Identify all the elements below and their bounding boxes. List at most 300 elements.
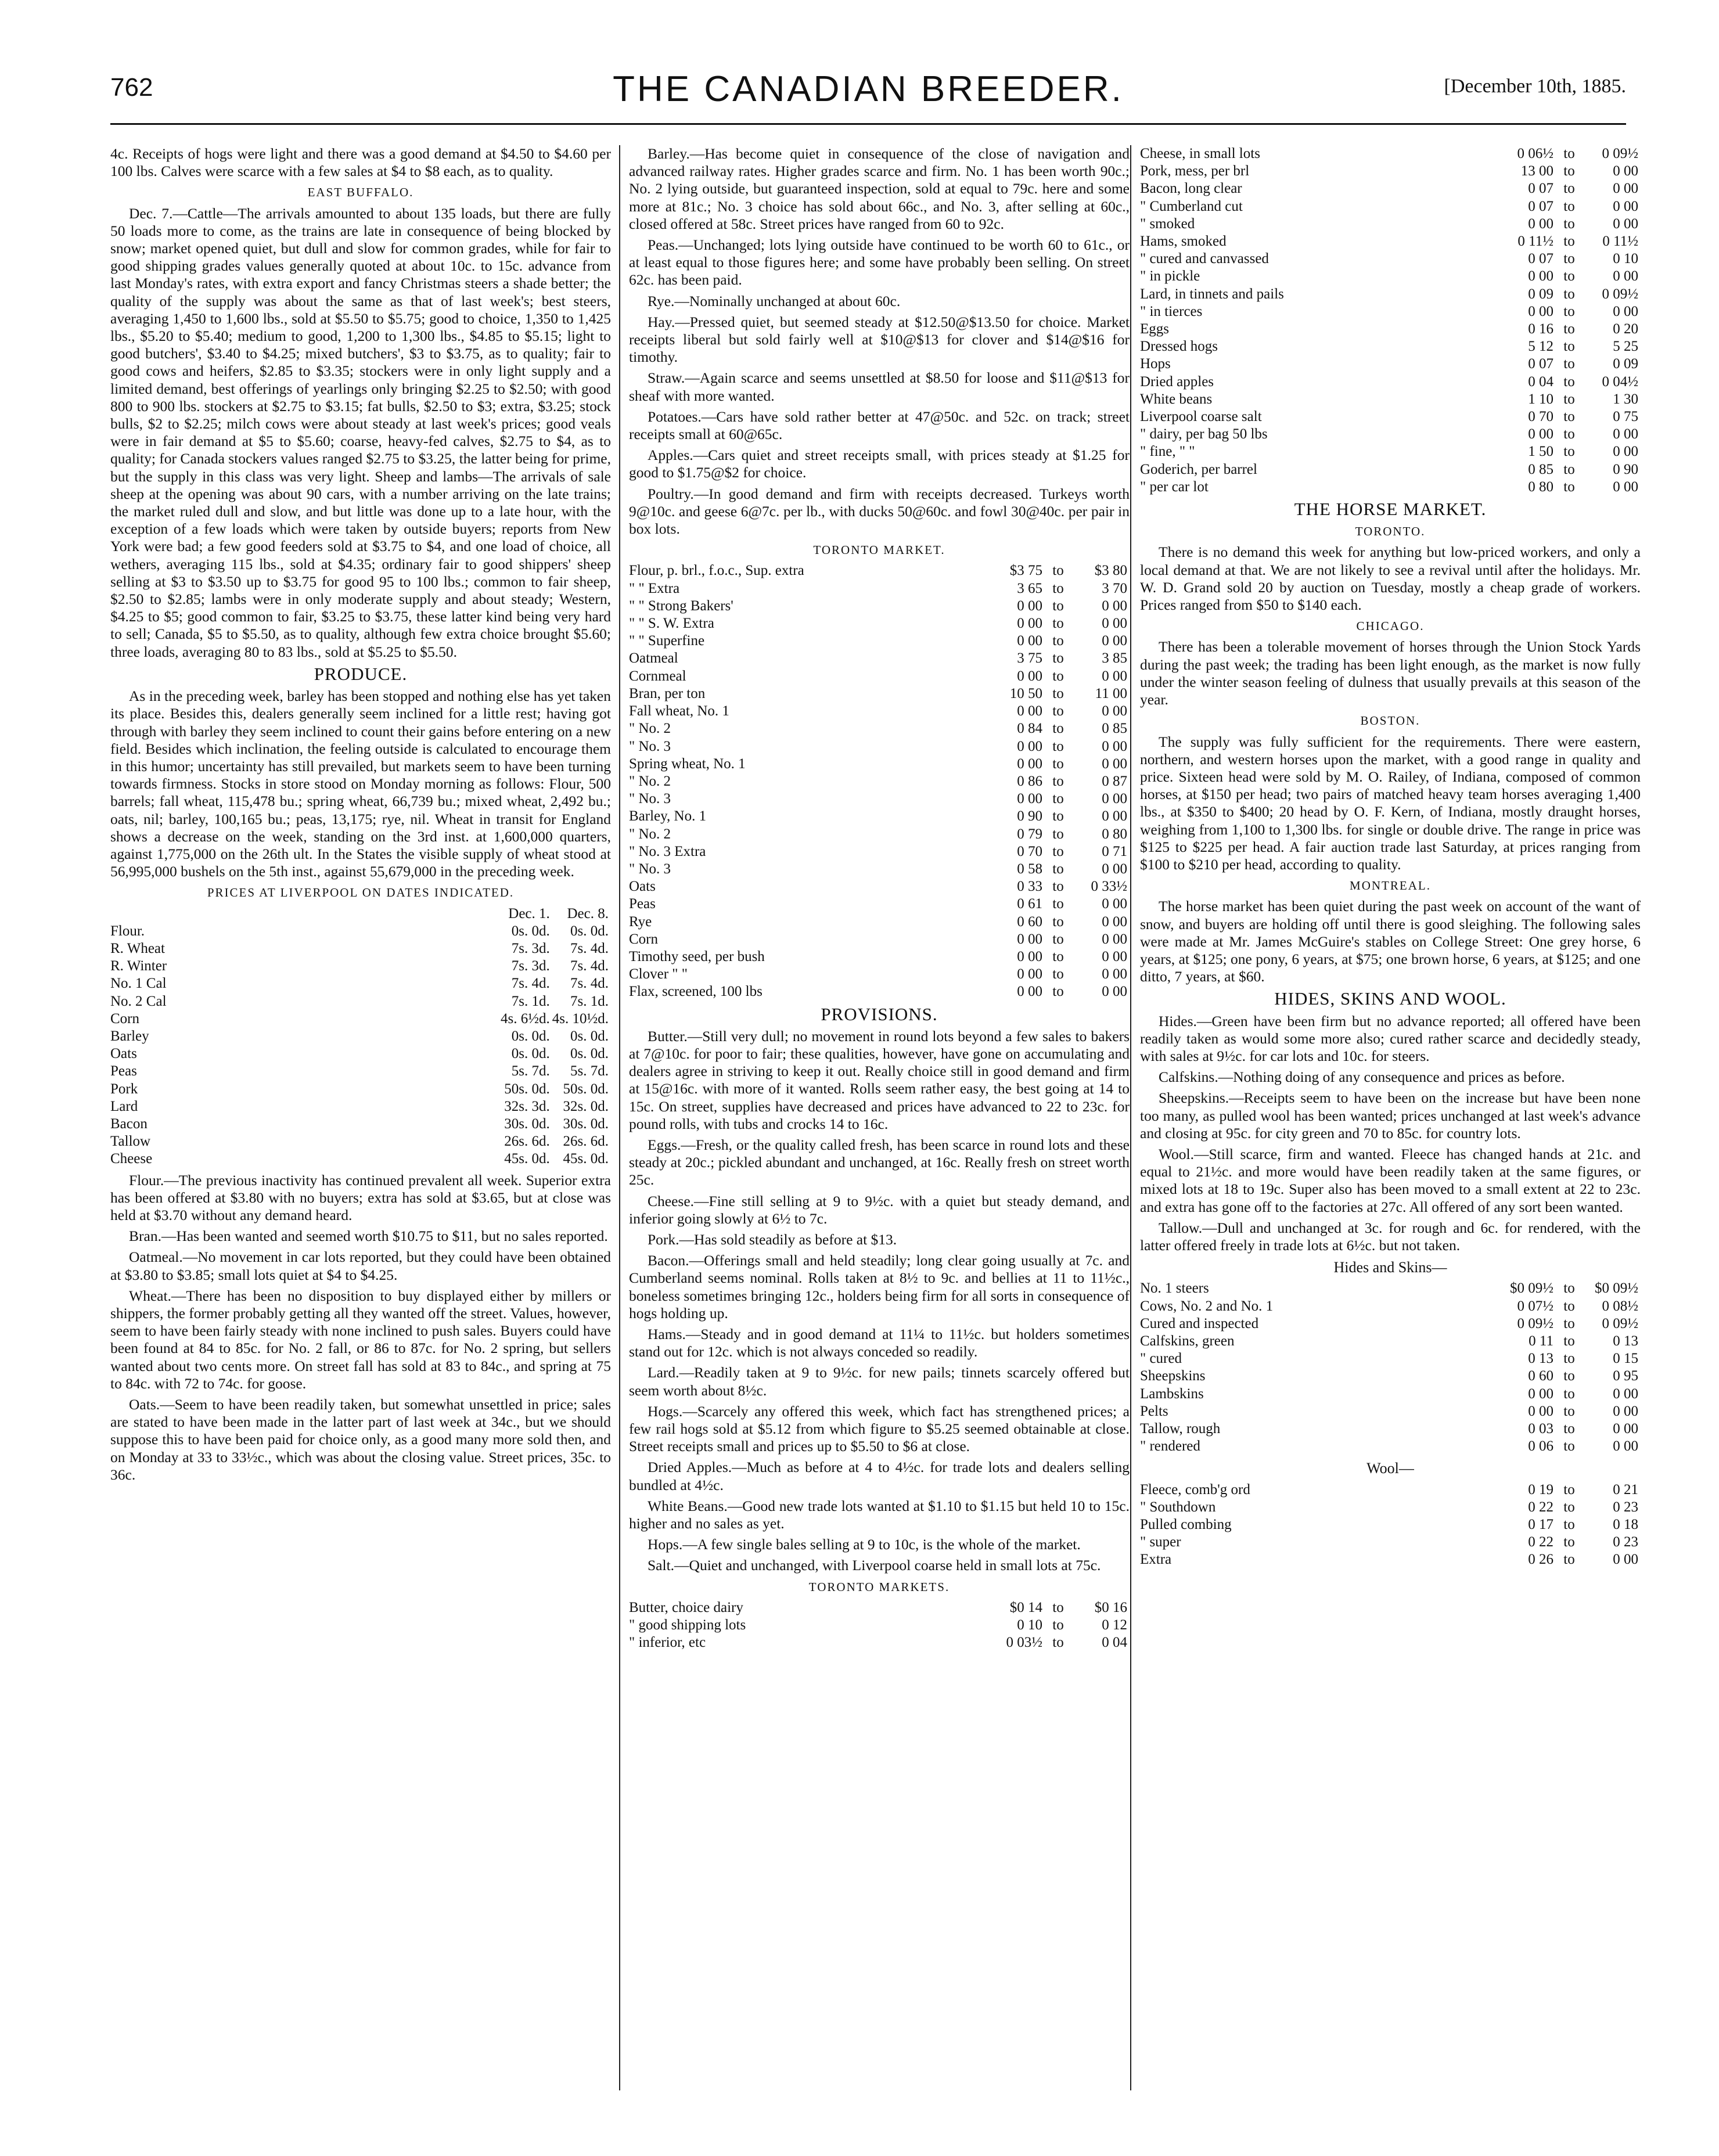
item-label: Cheese, in small lots xyxy=(1140,146,1260,161)
price-to: to xyxy=(1563,426,1575,442)
price-low: 0 06 xyxy=(1528,1438,1553,1455)
liverpool-row xyxy=(110,993,611,1010)
price-low: 0 07 xyxy=(1528,198,1553,214)
price-high: 0 20 xyxy=(1613,321,1638,337)
price-low: 5 12 xyxy=(1528,339,1553,355)
price-high: 0 09 xyxy=(1613,356,1638,372)
price-to: to xyxy=(1052,931,1064,947)
price-low: 0 22 xyxy=(1528,1499,1553,1515)
toronto-market-row xyxy=(629,966,1130,983)
price-low: 1 10 xyxy=(1528,391,1553,407)
paragraph-horse-boston: The supply was fully sufficient for the requirements. There were eastern, northern, and western horses upon the market, with a good range in quality and price. Sixteen head were sold by M. O. Railey, of Indiana, composed of common horses, at $150 per head; two pairs of matched heavy team horses averaging 1,400 lbs., at $350 to $400; 20 head by O. F. Kern, of Indiana, mostly draught horses, weighing from 1,100 to 1,300 lbs. for single or double drive. The range in price was $125 to $225 per head. A fair auction trade last Saturday, at prices ranging from $100 to $210 per head, according to quality. xyxy=(1140,733,1641,873)
price-dec1: 7s. 3d. xyxy=(511,940,550,956)
item-label: Bran, per ton xyxy=(629,685,706,701)
price-low: 0 19 xyxy=(1528,1481,1553,1498)
price-low: 0 00 xyxy=(1017,738,1042,754)
item-label: Flax, screened, 100 lbs xyxy=(629,984,763,1000)
liverpool-row xyxy=(110,958,611,975)
liverpool-col-dec8: Dec. 8. xyxy=(567,905,609,922)
price-low: 10 50 xyxy=(1009,685,1042,701)
price-dec1: 5s. 7d. xyxy=(511,1063,550,1079)
price-low: 0 10 xyxy=(1017,1617,1042,1633)
item-label: " No. 3 xyxy=(629,791,671,807)
item-label: Spring wheat, No. 1 xyxy=(629,755,746,772)
item-label: Sheepskins xyxy=(1140,1368,1206,1384)
price-to: to xyxy=(1052,738,1064,754)
paragraph-potatoes: Potatoes.—Cars have sold rather better at 47@50c. and 52c. on track; street receipts small at 60@65c. xyxy=(629,408,1130,443)
provisions-row xyxy=(1140,461,1641,478)
item-label: " cured xyxy=(1140,1351,1182,1367)
price-high: 0 23 xyxy=(1613,1499,1638,1515)
price-to: to xyxy=(1052,879,1064,895)
price-high: 0 00 xyxy=(1613,163,1638,179)
price-low: 0 00 xyxy=(1528,1403,1553,1419)
item-label: " No. 2 xyxy=(629,773,671,789)
item-label: Barley xyxy=(110,1028,149,1044)
price-low: 0 03 xyxy=(1528,1421,1553,1437)
provisions-row xyxy=(1140,250,1641,268)
price-low: 0 00 xyxy=(1017,598,1042,614)
item-label: Hams, smoked xyxy=(1140,233,1227,250)
price-high: 0 00 xyxy=(1102,791,1127,807)
price-high: 0 00 xyxy=(1613,303,1638,319)
item-label: " " Strong Bakers' xyxy=(629,598,733,614)
paragraph-horse-toronto: There is no demand this week for anything but low-priced workers, and only a local demand at that. We are not likely to see a revival until after the holidays. Mr. W. D. Grand sold 20 by auction on Tuesday, mostly a cheap grade of workers. Prices ranged from $50 to $140 each. xyxy=(1140,544,1641,614)
price-high: 0 00 xyxy=(1102,808,1127,825)
item-label: " No. 3 xyxy=(629,861,671,877)
paragraph-poultry: Poultry.—In good demand and firm with receipts decreased. Turkeys worth 9@10c. and geese 6@7c. per lb., with ducks 50@60c. and fowl 30@40c. per pair in box lots. xyxy=(629,485,1130,538)
price-high: 0 00 xyxy=(1613,478,1638,495)
price-high: 0 18 xyxy=(1613,1517,1638,1533)
price-to: to xyxy=(1563,1385,1575,1402)
price-high: 0 85 xyxy=(1102,721,1127,737)
price-dec1: 32s. 3d. xyxy=(504,1098,550,1114)
price-low: 0 00 xyxy=(1528,426,1553,442)
table-title-toronto-markets: TORONTO MARKETS. xyxy=(808,1579,950,1594)
price-high: 11 00 xyxy=(1095,685,1127,701)
column-3 xyxy=(1140,145,1641,1569)
item-label: " Cumberland cut xyxy=(1140,198,1243,214)
provisions-row xyxy=(1140,373,1641,391)
price-to: to xyxy=(1052,1599,1064,1615)
paragraph-horse-montreal: The horse market has been quiet during the past week on account of the want of snow, and buyers are holding off until there is good sleighing. The following sales were made at Mr. James McGuire's stables on College Street: One grey horse, 6 years, at $125; one pony, 6 years, at $75; one brown horse, 6 years, at $125; and one ditto, 7 years, at $60. xyxy=(1140,898,1641,985)
price-to: to xyxy=(1052,633,1064,649)
price-low: 0 00 xyxy=(1017,948,1042,964)
price-high: 0 09½ xyxy=(1602,146,1638,161)
section-head-horse-market: THE HORSE MARKET. xyxy=(1294,499,1487,520)
price-low: 0 07 xyxy=(1528,181,1553,197)
price-low: 0 26 xyxy=(1528,1552,1553,1568)
paragraph-cattle: Dec. 7.—Cattle—The arrivals amounted to about 135 loads, but there are fully 50 loads more to come, as the trains are late in consequence of being blocked by snow; market opened quiet, but dull and slow for common grades, while for fair to good shipping grades values generally quoted at about 10c. to 15c. advance from last Monday's rates, with extra export and fancy Christmas steers a shade better; the quality of the supply was about the same as that of last week's; best steers, averaging 1,450 to 1,600 lbs., sold at $5.50 to $5.75; good to choice, 1,350 to 1,425 lbs., $5.20 to $5.40; medium to good, 1,200 to 1,300 lbs., $4.85 to $5.15; light to good butchers', $3.40 to $4.25; mixed butchers', $3 to $3.75, as to quality; fair to good cows and heifers, $2.85 to $3.35; stockers were in only light supply and a limited demand, best offerings of yearlings only bringing $2.25 to $2.50; with good 800 to 900 lbs. stockers at $2.75 to $3.15; fat bulls, $2.50 to $3; extra, $3.25; stock bulls, $2 to $2.25; milch cows were about steady at last week's prices; good veals were in fair demand at $5 to $5.60; coarse, heavy-fed calves, $2.75 to $4, as to quality; for Canada stockers values ranged $2.75 to $3.25, the latter being for prime, but the supply in this class was very light. Sheep and lambs—The arrivals of sale sheep at the opening was about 90 cars, with a number arriving on the late trains; the market ruled dull and slow, and but little was done up to a late hour, with the exception of a few loads which were taken by outside buyers; reports from New York were bad; a few good feeders sold at $3.75 to $4, and one load of choice, all wethers, averaging 115 lbs., sold at $4.35; ordinary fair to good shippers' sheep selling at $3 to $3.50 up to $3.75 for good 95 to 100 lbs.; common to fair sheep, $2.50 to $2.85; lambs were in only moderate supply and about steady; Western, $4.25 to $5; good common to fair, $3.25 to $3.75, these latter kind being very hard to sell; Canada, $5 to $5.50, as to quality, although few extra choice brought $5.60; three loads, averaging 80 to 83 lbs., sold at $5.25 to $5.50. xyxy=(110,204,611,660)
price-high: 0 04 xyxy=(1102,1635,1127,1651)
liverpool-row xyxy=(110,1045,611,1063)
provisions-row xyxy=(1140,286,1641,303)
price-low: 0 00 xyxy=(1017,984,1042,1000)
item-label: Tallow xyxy=(110,1133,151,1150)
toronto-market-row xyxy=(629,598,1130,615)
price-low: 0 03½ xyxy=(1006,1635,1042,1651)
price-high: 3 70 xyxy=(1102,580,1127,596)
item-label: Flour. xyxy=(110,923,145,939)
liverpool-row xyxy=(110,1063,611,1080)
item-label: Dressed hogs xyxy=(1140,339,1218,355)
price-low: 0 09½ xyxy=(1517,1315,1553,1331)
item-label: Oatmeal xyxy=(629,650,678,667)
item-label: Lard, in tinnets and pails xyxy=(1140,286,1284,302)
price-to: to xyxy=(1563,356,1575,372)
section-head-hides-skins-wool: HIDES, SKINS AND WOOL. xyxy=(1274,988,1506,1009)
price-low: 0 85 xyxy=(1528,461,1553,477)
price-to: to xyxy=(1563,478,1575,495)
provisions-row xyxy=(1140,355,1641,373)
price-to: to xyxy=(1563,163,1575,179)
price-low: 13 00 xyxy=(1520,163,1553,179)
paragraph-produce: As in the preceding week, barley has been stopped and nothing else has yet taken its place. Besides this, dealers generally seem inclined for a little rest; having got through with barley they seem inclined to count their gains before entering on a new field. Besides which inclination, the feeling outside is calculated to encourage them in this humor; uncertainty has still prevailed, but markets seem to have been turning towards firmness. Stocks in store stood on Monday morning as follows: Flour, 500 barrels; fall wheat, 115,478 bu.; spring wheat, 66,739 bu.; mixed wheat, 2,492 bu.; oats, nil; barley, 100,165 bu.; peas, 13,175; rye, nil. Wheat in transit for England shows a decrease on the week, standing on the 3rd inst. at 1,600,000 quarters, against 1,775,000 on the 26th ult. In the States the visible supply of wheat stood at 56,995,000 bushels on the 5th inst., against 55,679,000 in the preceding week. xyxy=(110,688,611,880)
price-low: 0 09 xyxy=(1528,286,1553,302)
item-label: " fine, " " xyxy=(1140,444,1195,460)
price-to: to xyxy=(1052,703,1064,719)
price-to: to xyxy=(1563,1403,1575,1419)
price-to: to xyxy=(1052,580,1064,596)
butter-prices-table xyxy=(629,1599,1130,1652)
price-to: to xyxy=(1563,409,1575,425)
price-to: to xyxy=(1563,1517,1575,1533)
item-label: Corn xyxy=(110,1010,139,1027)
price-high: 0 00 xyxy=(1613,1421,1638,1437)
item-label: Bacon xyxy=(110,1115,148,1132)
price-to: to xyxy=(1052,808,1064,825)
liverpool-row xyxy=(110,1028,611,1045)
table-title-toronto-market: TORONTO MARKET. xyxy=(813,543,945,557)
price-high: 0 95 xyxy=(1613,1368,1638,1384)
item-label: Rye xyxy=(629,913,652,930)
butter-row xyxy=(629,1599,1130,1617)
price-dec8: 50s. 0d. xyxy=(563,1081,609,1097)
price-dec1: 7s. 3d. xyxy=(511,958,550,974)
item-label: No. 1 Cal xyxy=(110,976,167,992)
issue-date: [December 10th, 1885. xyxy=(1444,75,1626,97)
price-to: to xyxy=(1052,948,1064,964)
item-label: Liverpool coarse salt xyxy=(1140,409,1262,425)
toronto-market-row xyxy=(629,650,1130,667)
hides-row xyxy=(1140,1280,1641,1297)
provisions-row xyxy=(1140,180,1641,197)
price-low: 0 04 xyxy=(1528,373,1553,390)
page-header xyxy=(110,69,1626,121)
hides-row xyxy=(1140,1350,1641,1367)
item-label: Peas xyxy=(110,1063,137,1079)
paragraph-calfskins: Calfskins.—Nothing doing of any consequence and prices as before. xyxy=(1159,1068,1565,1086)
price-high: 0 71 xyxy=(1102,843,1127,859)
price-high: 0 11½ xyxy=(1602,233,1638,250)
price-to: to xyxy=(1052,668,1064,684)
price-high: 0 08½ xyxy=(1602,1298,1638,1314)
price-low: 0 06½ xyxy=(1517,146,1553,161)
price-to: to xyxy=(1052,791,1064,807)
price-low: 0 80 xyxy=(1528,478,1553,495)
price-low: 0 00 xyxy=(1017,633,1042,649)
item-label: " cured and canvassed xyxy=(1140,251,1269,267)
provisions-row xyxy=(1140,198,1641,215)
price-low: 0 60 xyxy=(1528,1368,1553,1384)
price-low: 0 84 xyxy=(1017,721,1042,737)
price-low: 0 07½ xyxy=(1517,1298,1553,1314)
price-low: 0 86 xyxy=(1017,773,1042,789)
paragraph-wheat: Wheat.—There has been no disposition to buy displayed either by millers or shippers, the former probably getting all they wanted off the street. Values, however, seem to have been fairly steady with none inclined to push sales. Buyers could have been found at 84 to 85c. for No. 2 fall, or 86 to 87c. for No. 2 spring, but sellers wanted about two cents more. On street fall has sold at 83 to 84c., and spring at 75 to 84c. with 72 to 74c. for goose. xyxy=(110,1287,611,1392)
subhead-toronto: TORONTO. xyxy=(1355,524,1426,539)
paragraph-eggs: Eggs.—Fresh, or the quality called fresh, has been scarce in round lots and these steady at 20c.; pickled abundant and unchanged, at 16c. Really fresh on street worth 25c. xyxy=(629,1136,1130,1189)
provisions-row xyxy=(1140,233,1641,250)
price-high: 0 09½ xyxy=(1602,286,1638,302)
price-high: 5 25 xyxy=(1613,339,1638,355)
price-dec8: 45s. 0d. xyxy=(563,1151,609,1167)
price-to: to xyxy=(1563,198,1575,214)
price-low: 0 16 xyxy=(1528,321,1553,337)
price-low: 0 90 xyxy=(1017,808,1042,825)
price-to: to xyxy=(1052,650,1064,667)
price-dec8: 0s. 0d. xyxy=(570,923,609,939)
price-dec8: 4s. 10½d. xyxy=(552,1010,609,1027)
price-to: to xyxy=(1052,1617,1064,1633)
price-to: to xyxy=(1563,268,1575,285)
price-high: 0 00 xyxy=(1102,598,1127,614)
price-low: 3 65 xyxy=(1017,580,1042,596)
column-2 xyxy=(629,145,1130,1651)
column-divider-2 xyxy=(1130,145,1131,2090)
price-to: to xyxy=(1563,1481,1575,1498)
paragraph-horse-chicago: There has been a tolerable movement of horses through the Union Stock Yards during the past week; the trading has been light enough, as the market is now fully under the winter season feeling of dulness that usually prevails at this season of the year. xyxy=(1140,638,1641,708)
item-label: Pelts xyxy=(1140,1403,1168,1419)
paragraph-barley: Barley.—Has become quiet in consequence of the close of navigation and advanced railway rates. Higher grades scarce and firm. No. 1 has been worth 90c.; No. 2 lying outside, but guaranteed inspection, sold at equal to 79c. here and some more at 81c.; No. 3 choice has sold about 66c., and No. 3, after selling at 60c., closed offered at 58c. Street prices have ranged from 60 to 92c. xyxy=(629,145,1130,232)
price-high: 1 30 xyxy=(1613,391,1638,407)
item-label: Cured and inspected xyxy=(1140,1315,1259,1331)
subhead-montreal: MONTREAL. xyxy=(1350,879,1431,893)
item-label: Fleece, comb'g ord xyxy=(1140,1481,1250,1498)
toronto-market-row xyxy=(629,738,1130,755)
paragraph-lard: Lard.—Readily taken at 9 to 9½c. for new pails; tinnets scarcely offered but seem worth about 8½c. xyxy=(629,1364,1130,1399)
paragraph-oats: Oats.—Seem to have been readily taken, but somewhat unsettled in price; sales are stated to have been made in the latter part of last week at 34c., but we should suppose this to have been paid for choice only, as a good many more sold then, and on Monday at 33 to 33½c., which was about the closing value. Street prices, 35c. to 36c. xyxy=(110,1396,611,1483)
price-low: 0 58 xyxy=(1017,861,1042,877)
item-label: " in pickle xyxy=(1140,268,1200,285)
price-high: 0 00 xyxy=(1613,215,1638,232)
price-high: 0 00 xyxy=(1102,913,1127,930)
wool-row xyxy=(1140,1534,1641,1551)
item-label: Oats xyxy=(110,1046,137,1062)
item-label: " in tierces xyxy=(1140,303,1203,319)
price-low: $0 14 xyxy=(1009,1599,1042,1615)
price-high: 0 90 xyxy=(1613,461,1638,477)
price-dec1: 4s. 6½d. xyxy=(501,1010,550,1027)
price-dec1: 0s. 0d. xyxy=(511,1028,550,1044)
toronto-market-row xyxy=(629,931,1130,948)
price-dec8: 32s. 0d. xyxy=(563,1098,609,1114)
item-label: Pork xyxy=(110,1081,138,1097)
toronto-market-row xyxy=(629,895,1130,913)
price-to: to xyxy=(1052,913,1064,930)
provisions-row xyxy=(1140,338,1641,355)
price-low: 0 07 xyxy=(1528,356,1553,372)
price-high: 0 00 xyxy=(1613,1552,1638,1568)
toronto-market-row xyxy=(629,983,1130,1000)
item-label: Extra xyxy=(1140,1552,1172,1568)
item-label: " super xyxy=(1140,1534,1181,1550)
price-low: 0 00 xyxy=(1017,616,1042,632)
item-label: " " Extra xyxy=(629,580,680,596)
price-high: 0 00 xyxy=(1613,1385,1638,1402)
item-label: Cows, No. 2 and No. 1 xyxy=(1140,1298,1274,1314)
provisions-row xyxy=(1140,478,1641,496)
toronto-market-row xyxy=(629,580,1130,598)
item-label: Hops xyxy=(1140,356,1171,372)
price-low: 0 22 xyxy=(1528,1534,1553,1550)
price-high: 0 00 xyxy=(1613,444,1638,460)
price-to: to xyxy=(1563,1298,1575,1314)
toronto-market-row xyxy=(629,632,1130,650)
toronto-market-row xyxy=(629,826,1130,843)
toronto-market-row xyxy=(629,843,1130,861)
toronto-market-row xyxy=(629,878,1130,895)
item-label: Pulled combing xyxy=(1140,1517,1232,1533)
item-label: White beans xyxy=(1140,391,1213,407)
item-label: " inferior, etc xyxy=(629,1635,706,1651)
provisions-row xyxy=(1140,426,1641,443)
price-high: 0 10 xyxy=(1613,251,1638,267)
item-label: Cheese xyxy=(110,1151,153,1167)
price-dec1: 7s. 4d. xyxy=(511,976,550,992)
item-label: Pork, mess, per brl xyxy=(1140,163,1250,179)
column-divider-1 xyxy=(619,145,620,2090)
price-high: 0 00 xyxy=(1102,738,1127,754)
price-to: to xyxy=(1052,984,1064,1000)
item-label: Flour, p. brl., f.o.c., Sup. extra xyxy=(629,563,804,579)
price-dec1: 30s. 0d. xyxy=(504,1115,550,1132)
toronto-market-row xyxy=(629,913,1130,931)
toronto-market-row xyxy=(629,808,1130,825)
price-dec8: 0s. 0d. xyxy=(570,1028,609,1044)
price-high: 0 00 xyxy=(1102,966,1127,982)
wool-row xyxy=(1140,1481,1641,1499)
item-label: " No. 3 xyxy=(629,738,671,754)
toronto-market-row xyxy=(629,755,1130,773)
butter-row xyxy=(629,1617,1130,1634)
price-to: to xyxy=(1563,1534,1575,1550)
butter-row xyxy=(629,1634,1130,1651)
price-high: 3 85 xyxy=(1102,650,1127,667)
price-to: to xyxy=(1563,181,1575,197)
paragraph-rye: Rye.—Nominally unchanged at about 60c. xyxy=(648,292,901,309)
price-high: 0 04½ xyxy=(1602,373,1638,390)
toronto-market-row xyxy=(629,685,1130,703)
paragraph-flour: Flour.—The previous inactivity has continued prevalent all week. Superior extra has been offered at $3.80 with no buyers; extra has sold at $3.65, but at close was held at $3.70 without any demand heard. xyxy=(110,1171,611,1223)
price-to: to xyxy=(1052,861,1064,877)
liverpool-row xyxy=(110,1133,611,1150)
liverpool-row xyxy=(110,1115,611,1133)
paragraph-white-beans: White Beans.—Good new trade lots wanted at $1.10 to $1.15 but held 10 to 15c. higher and no sales as yet. xyxy=(629,1497,1130,1532)
paragraph-wool: Wool.—Still scarce, firm and wanted. Fleece has changed hands at 21c. and equal to 21½c. and more would have been readily taken at the same figures, or mixed lots at 18 to 19c. Super also has been moved to a small extent at 22 to 23c. and extra has gone off to the factories at 27c. All offered of any sort been wanted. xyxy=(1140,1145,1641,1215)
price-high: 0 12 xyxy=(1102,1617,1127,1633)
price-to: to xyxy=(1563,215,1575,232)
paragraph-hogs-calves: 4c. Receipts of hogs were light and there was a good demand at $4.50 to $4.60 per 100 lbs. Calves were scarce with a few sales at $4 to $8 each, as to quality. xyxy=(110,145,611,180)
hides-row xyxy=(1140,1438,1641,1455)
price-high: 0 00 xyxy=(1613,1438,1638,1455)
provisions-row xyxy=(1140,443,1641,460)
price-low: 0 00 xyxy=(1528,1385,1553,1402)
item-label: Oats xyxy=(629,879,656,895)
item-label: " No. 3 Extra xyxy=(629,843,706,859)
hides-row xyxy=(1140,1333,1641,1350)
paragraph-hides: Hides.—Green have been firm but no advance reported; all offered have been readily taken as would some more also; cured rather scarce and decidedly steady, with sales at 9½c. for car lots and 10c. for steers. xyxy=(1140,1012,1641,1064)
item-label: " good shipping lots xyxy=(629,1617,746,1633)
price-to: to xyxy=(1563,1368,1575,1384)
price-high: $0 16 xyxy=(1094,1599,1127,1615)
price-low: 0 00 xyxy=(1528,215,1553,232)
hides-row xyxy=(1140,1367,1641,1385)
price-low: 0 11 xyxy=(1529,1333,1553,1349)
item-label: " smoked xyxy=(1140,215,1195,232)
price-to: to xyxy=(1052,843,1064,859)
section-head-produce: PRODUCE. xyxy=(314,663,408,684)
paragraph-pork: Pork.—Has sold steadily as before at $13. xyxy=(648,1230,897,1248)
liverpool-row xyxy=(110,1010,611,1028)
price-low: 0 70 xyxy=(1017,843,1042,859)
price-high: 0 00 xyxy=(1102,948,1127,964)
column-1 xyxy=(110,145,611,1487)
header-rule xyxy=(110,123,1626,125)
price-low: 0 11½ xyxy=(1517,233,1553,250)
price-dec1: 0s. 0d. xyxy=(511,923,550,939)
price-to: to xyxy=(1052,598,1064,614)
item-label: Tallow, rough xyxy=(1140,1421,1221,1437)
price-low: 0 00 xyxy=(1017,966,1042,982)
item-label: Goderich, per barrel xyxy=(1140,461,1257,477)
item-label: " No. 2 xyxy=(629,721,671,737)
price-low: 0 61 xyxy=(1017,896,1042,912)
price-low: 1 50 xyxy=(1528,444,1553,460)
price-high: 0 33½ xyxy=(1091,879,1127,895)
price-low: 0 00 xyxy=(1528,303,1553,319)
toronto-market-row xyxy=(629,948,1130,966)
toronto-market-row xyxy=(629,615,1130,632)
price-dec8: 30s. 0d. xyxy=(563,1115,609,1132)
subhead-hides-and-skins: Hides and Skins— xyxy=(1333,1259,1447,1276)
price-to: to xyxy=(1563,146,1575,161)
price-low: 0 17 xyxy=(1528,1517,1553,1533)
item-label: Barley, No. 1 xyxy=(629,808,707,825)
price-high: 0 00 xyxy=(1613,1403,1638,1419)
hides-row xyxy=(1140,1298,1641,1315)
price-to: to xyxy=(1563,303,1575,319)
provisions-row xyxy=(1140,268,1641,285)
liverpool-row xyxy=(110,1150,611,1168)
item-label: Butter, choice dairy xyxy=(629,1599,743,1615)
item-label: " dairy, per bag 50 lbs xyxy=(1140,426,1268,442)
price-low: 0 00 xyxy=(1528,268,1553,285)
price-to: to xyxy=(1563,1499,1575,1515)
item-label: Timothy seed, per bush xyxy=(629,948,765,964)
item-label: " No. 2 xyxy=(629,826,671,842)
price-to: to xyxy=(1052,826,1064,842)
hides-row xyxy=(1140,1420,1641,1438)
item-label: No. 1 steers xyxy=(1140,1280,1209,1297)
price-low: 0 70 xyxy=(1528,409,1553,425)
price-high: 0 23 xyxy=(1613,1534,1638,1550)
provisions-row xyxy=(1140,391,1641,408)
price-to: to xyxy=(1052,1635,1064,1651)
price-to: to xyxy=(1563,233,1575,250)
item-label: " " Superfine xyxy=(629,633,705,649)
price-to: to xyxy=(1563,1315,1575,1331)
price-low: 0 00 xyxy=(1017,791,1042,807)
